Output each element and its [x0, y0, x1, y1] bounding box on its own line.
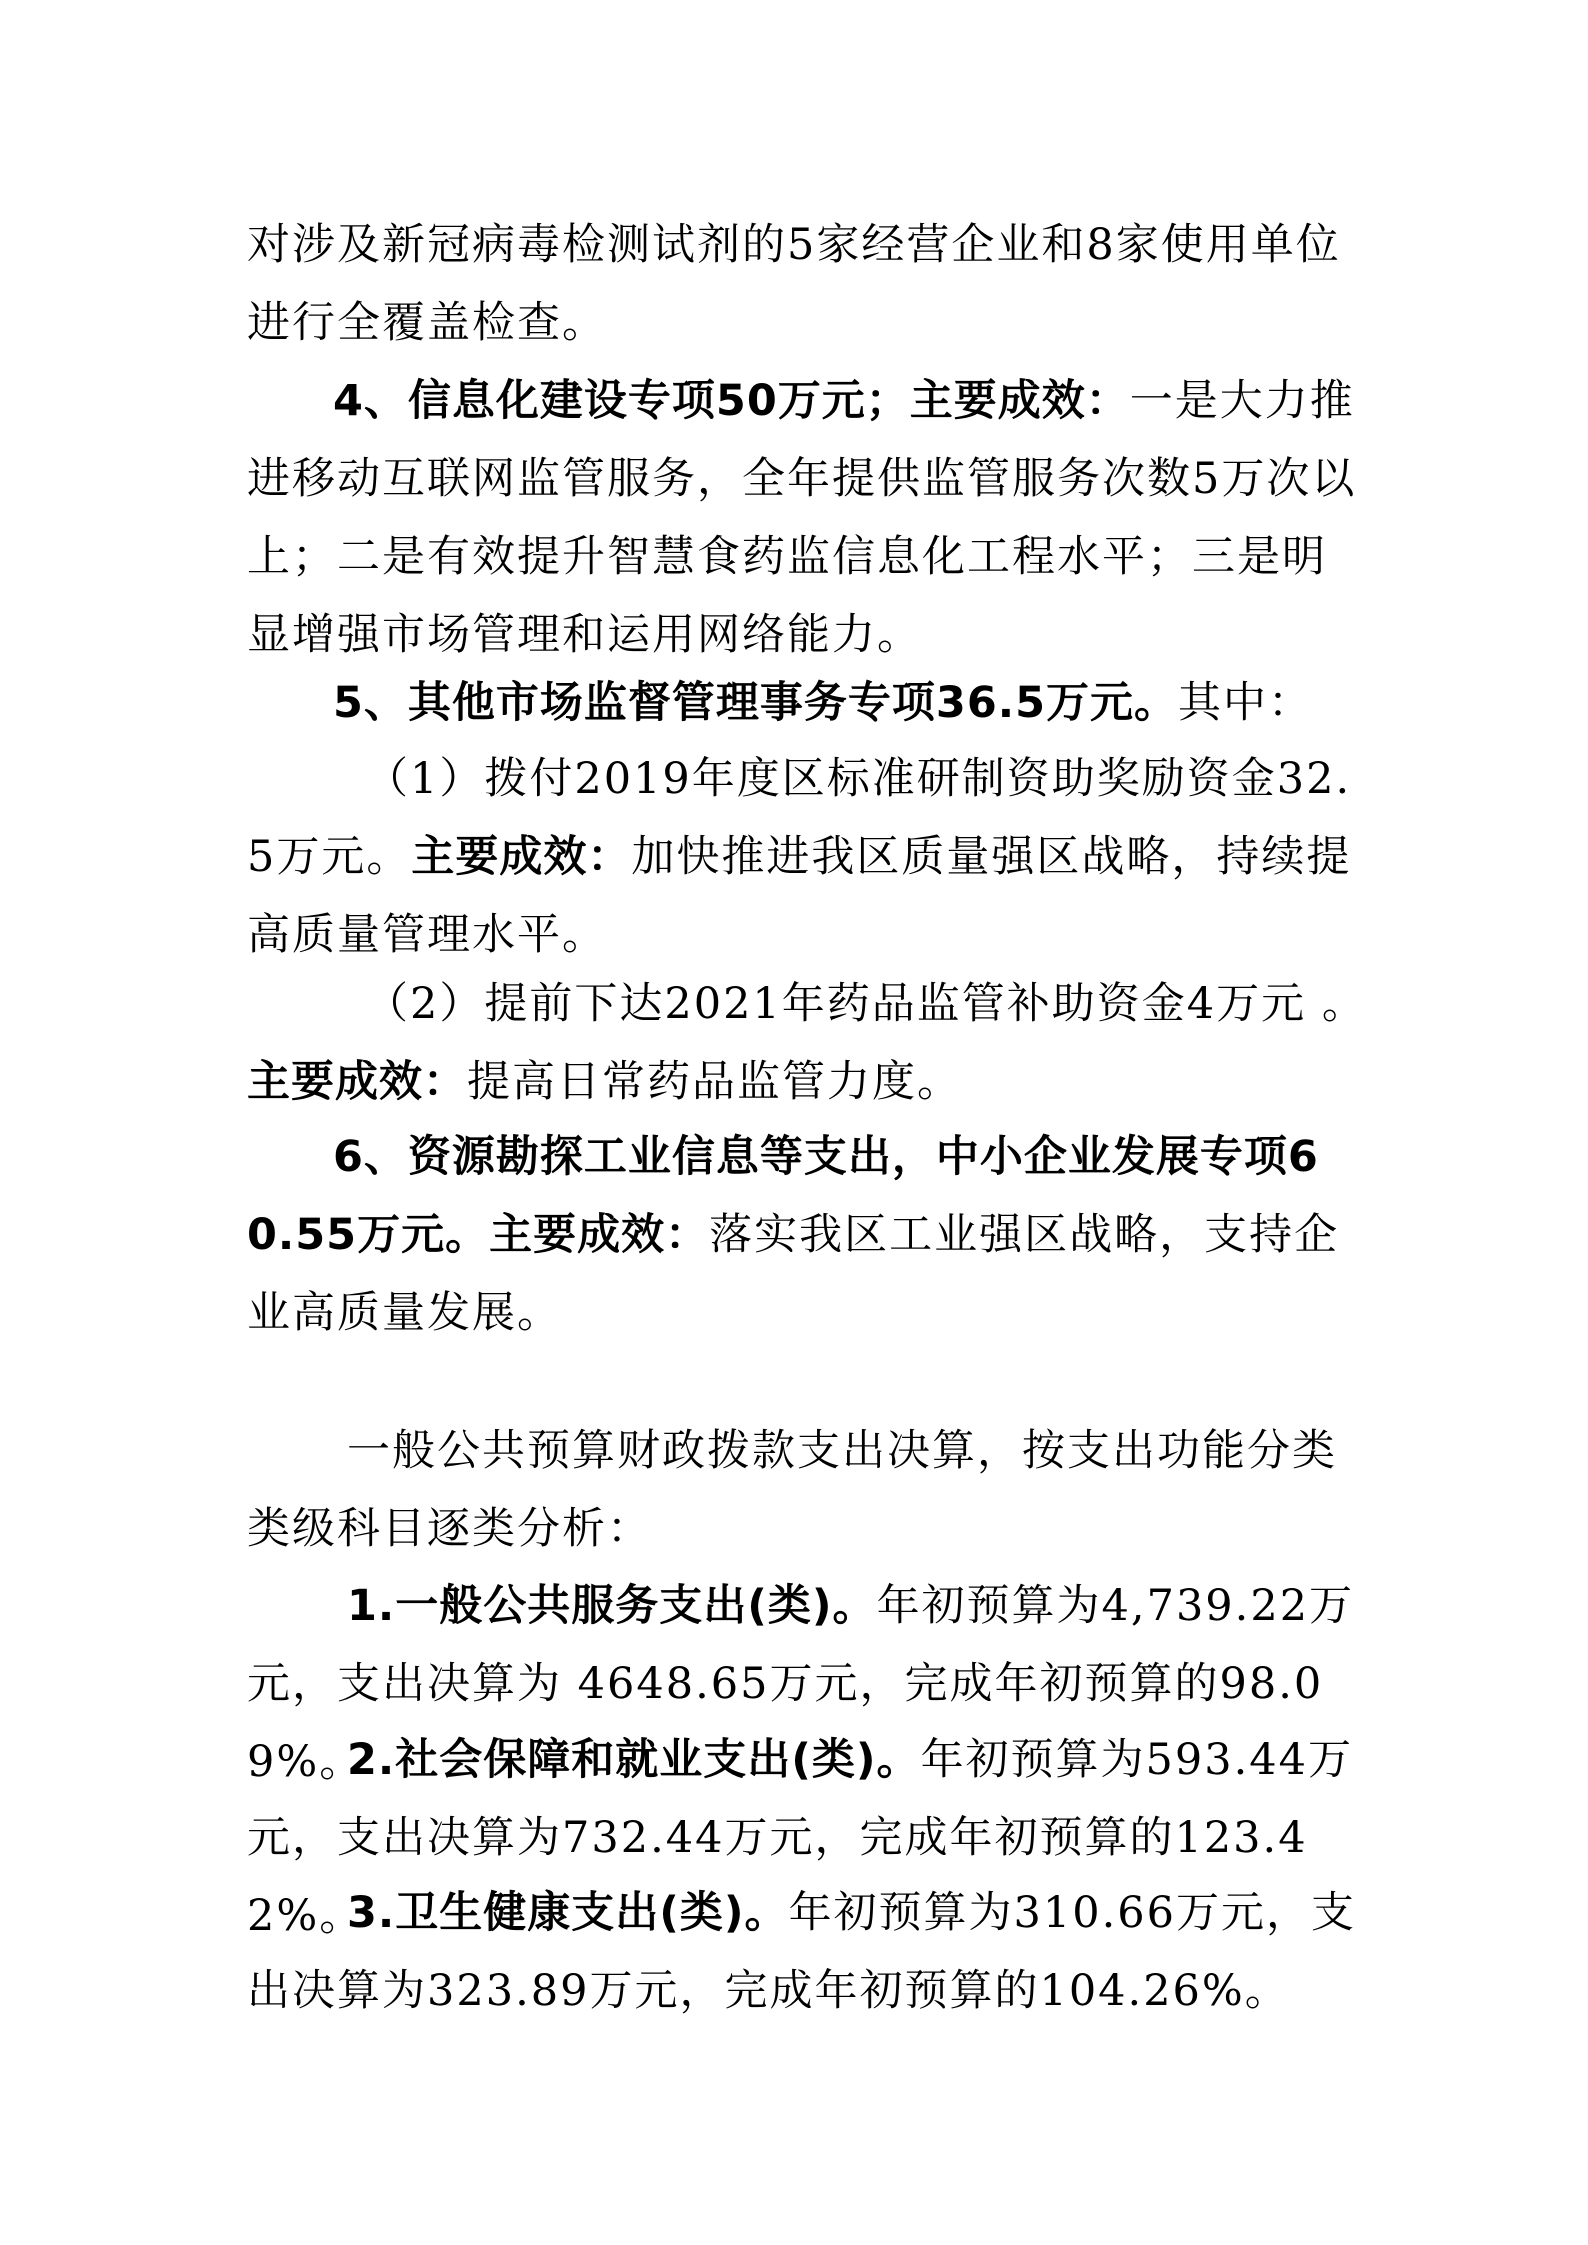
paragraph-text: 一般公共预算财政拨款支出决算，按支出功能分类类级科目逐类分析：: [247, 1426, 1337, 1554]
category-heading: 3.卫生健康支出(类)。: [347, 1888, 789, 1938]
paragraph-text: 年初预算为593.44万元，支出决算为732.44万元，完成年初预算的123.42%。: [247, 1735, 1354, 1941]
paragraph-inspection: [247, 206, 1367, 362]
paragraph-standard-funding: [247, 740, 1367, 974]
category-heading: 2.社会保障和就业支出(类)。: [347, 1735, 921, 1785]
paragraph-text: 对涉及新冠病毒检测试剂的5家经营企业和8家使用单位进行全覆盖检查。: [247, 220, 1341, 348]
paragraph-sme-development: [247, 1118, 1367, 1352]
paragraph-text: 一是大力推进移动互联网监管服务，全年提供监管服务次数5万次以上；二是有效提升智慧食药监信息化工程水平；三是明显增强市场管理和运用网络能力。: [247, 376, 1357, 660]
paragraph-text: 其中：: [1178, 678, 1314, 728]
paragraph-lead: （2）提前下达2021年药品监管补助资金4万元 。: [365, 979, 1367, 1029]
paragraph-drug-subsidy: [247, 965, 1367, 1121]
paragraph-text: 落实我区工业强区战略，支持企业高质量发展。: [247, 1210, 1340, 1338]
paragraph-market-supervision: [247, 664, 1367, 742]
paragraph-analysis-intro: [247, 1412, 1367, 1568]
paragraph-informatization: [247, 362, 1367, 674]
section-heading: 6、资源勘探工业信息等支出，中小企业发展专项60.55万元。主要成效：: [247, 1132, 1319, 1260]
section-heading: 4、信息化建设专项50万元；主要成效：: [333, 376, 1130, 426]
paragraph-text: 年初预算为4,739.22万元，支出决算为 4648.65万元，完成年初预算的98.09%。: [247, 1581, 1355, 1787]
paragraph-lead: （1）拨付2019年度区标准研制资助奖励资金32.5万元。: [247, 754, 1352, 882]
paragraph-text: 年初预算为310.66万元，支出决算为323.89万元，完成年初预算的104.26%。: [247, 1888, 1357, 2016]
section-heading: 5、其他市场监督管理事务专项36.5万元。: [333, 678, 1179, 728]
paragraph-text: 提高日常药品监管力度。: [467, 1057, 962, 1107]
effect-heading: 主要成效：: [411, 832, 632, 882]
paragraph-text: 加快推进我区质量强区战略，持续提高质量管理水平。: [247, 832, 1352, 960]
effect-heading: 主要成效：: [247, 1057, 467, 1107]
paragraph-health: [247, 1874, 1367, 2030]
category-heading: 1.一般公共服务支出(类)。: [347, 1581, 877, 1631]
